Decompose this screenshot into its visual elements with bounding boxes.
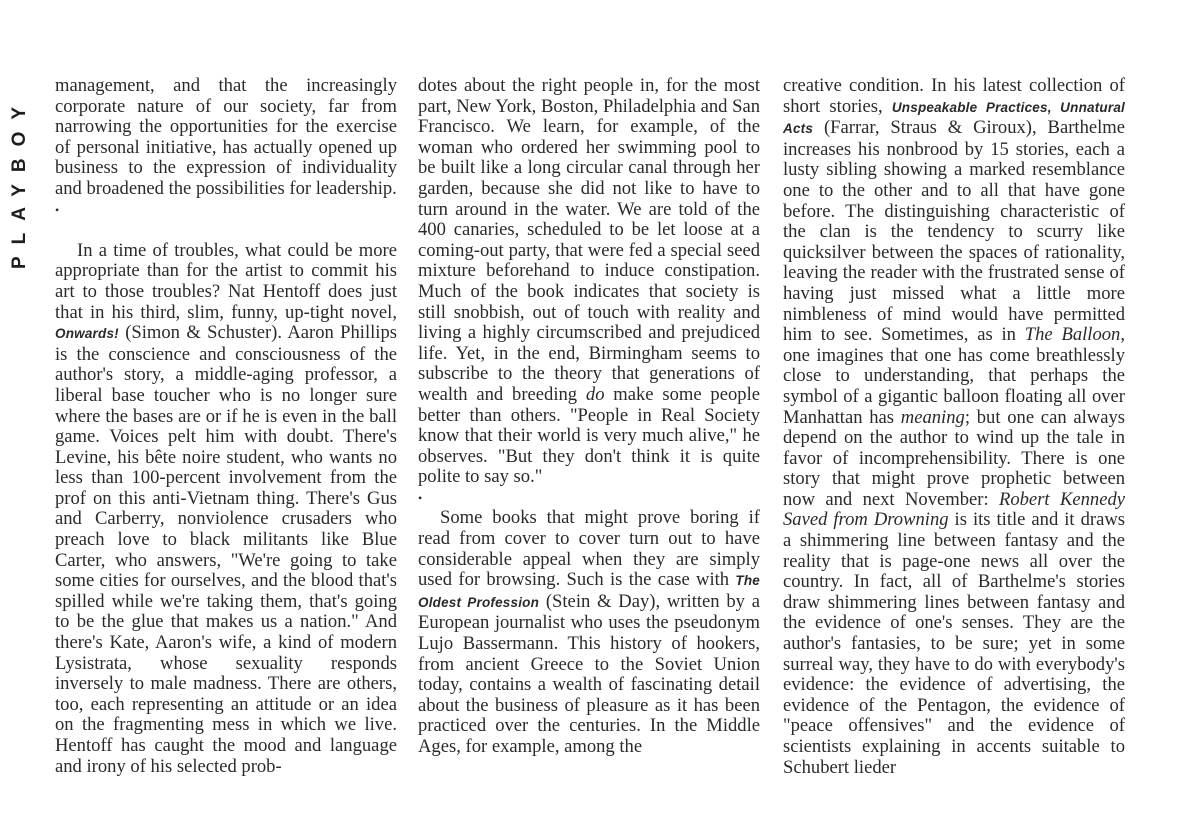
paragraph: In a time of troubles, what could be more appropriate than for the artist to commit his art to those troubles? Nat Hentoff does just that in his third, slim, funny, up-tight novel, Onwards! (Simon & Schuster). Aaron Phillips is the conscience and consciousness of the author's story, a middle-aging professor, a liberal base toucher who is no longer sure where the bases are or if he is even in the ball game. Voices pelt him with doubt. There's Levine, his bête noire student, who wants no less than 100-percent involvement from the prof on this anti-Vietnam thing. There's Gus and Carberry, nonviolence crusaders who preach love to black militants like Blue Carter, who answers, "We're going to take some cities for ourselves, and the blood that's spilled while we're taking them, that's going to be the glue that makes us a nation." And there's Kate, Aaron's wife, a kind of modern Lysistrata, whose sexuality responds inversely to male madness. There are others, too, each representing an attitude or an idea on the fragmenting mess in which we live. Hentoff has caught the mood and language and irony of his selected prob-	[55, 239, 397, 777]
emphasis: do	[585, 383, 605, 405]
text-column-2	[418, 76, 760, 758]
magazine-brand	[7, 72, 33, 292]
paragraph: management, and that the increasingly corporate nature of our society, far from narrowing the opportunities for the exercise of personal initiative, has actually opened up business to the expression of individuality and broadened the possibilities for leadership.	[55, 75, 397, 199]
section-separator: •	[418, 490, 423, 505]
paragraph: dotes about the right people in, for the most part, New York, Boston, Philadelphia and San Francisco. We learn, for example, of the woman who ordered her swimming pool to be built like a long circular canal through her garden, because she did not like to have to turn around in the water. We are told of the 400 canaries, scheduled to be let loose at a coming-out party, that were fed a special seed mixture beforehand to induce constipation. Much of the book indicates that society is still snobbish, out of touch with reality and living a highly circumscribed and prejudiced life. Yet, in the end, Birmingham seems to subscribe to the theory that generations of wealth and breeding do make some people better than others. "People in Real Society know that their world is very much alive," he observes. "But they don't think it is quite polite to say so."	[418, 75, 760, 488]
story-title: The Balloon	[1024, 324, 1121, 346]
text-column-3	[783, 76, 1125, 778]
magazine-name: PLAYBOY	[9, 94, 31, 270]
emphasis: meaning	[900, 406, 965, 428]
section-separator: •	[55, 202, 60, 217]
book-title: Onwards!	[55, 326, 119, 342]
paragraph: Some books that might prove boring if read from cover to cover turn out to have considerable appeal when they are simply used for browsing. Such is the case with The Oldest Profession (Stein & Day), written by a European journalist who uses the pseudonym Lujo Bassermann. This history of hookers, from ancient Greece to the Soviet Union today, contains a wealth of fascinating detail about the business of pleasure as it has been practiced over the centuries. In the Middle Ages, for example, among the	[418, 507, 760, 757]
text-column-1	[55, 76, 397, 777]
book-title: The Oldest Profession	[418, 573, 760, 610]
book-title: Unspeakable Practices, Unnatural Acts	[783, 99, 1125, 137]
paragraph: creative condition. In his latest collection of short stories, Unspeakable Practices, Unnatural Acts (Farrar, Straus & Giroux), Barthelme increases his nonbrood by 15 stories, each a lusty sibling showing a marked resemblance one to the other and to all that have gone before. The distinguishing characteristic of the clan is the tendency to scurry like quicksilver between the spaces of rationality, leaving the reader with the frustrated sense of having just missed what a little more nimbleness of mind would have permitted him to see. Sometimes, as in The Balloon, one imagines that one has come breathlessly close to understanding, that perhaps the symbol of a gigantic balloon floating all over Manhattan has meaning; but one can always depend on the author to wind up the tale in favor of incomprehensibility. There is one story that might prove prophetic between now and next November: Robert Kennedy Saved from Drowning is its title and it draws a shimmering line between fantasy and the reality that is page-one news all over the country. In fact, all of Barthelme's stories draw shimmering lines between fantasy and the evidence of one's senses. They are the author's fantasies, to be sure; yet in some surreal way, they have to do with everybody's evidence: the evidence of advertising, the evidence of the Pentagon, the evidence of "peace offensives" and the evidence of scientists explaining in accents suitable to Schubert lieder	[783, 75, 1126, 778]
story-title: Robert Kennedy Saved from Drowning	[783, 488, 1126, 531]
